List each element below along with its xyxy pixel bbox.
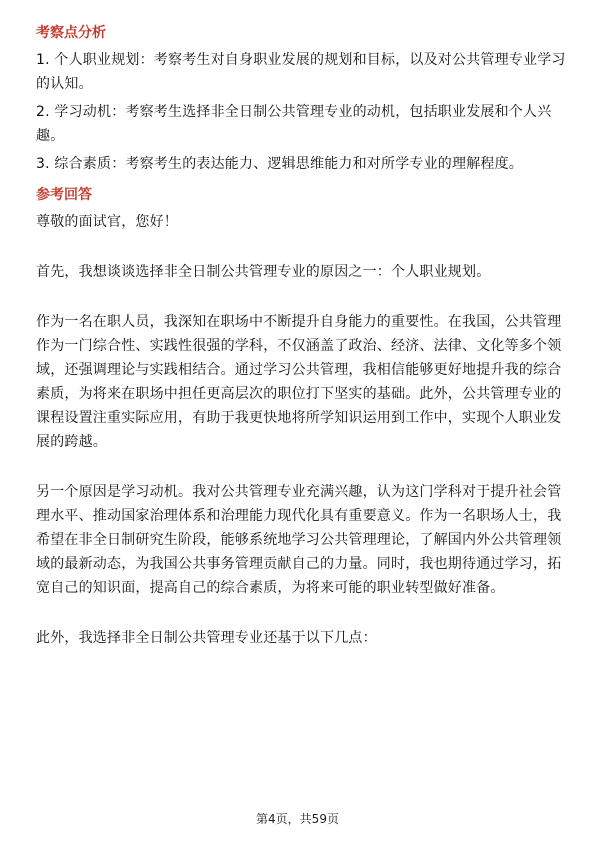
analysis-item-1: 1. 个人职业规划：考察考生对自身职业发展的规划和目标，以及对公共管理专业学习的认知。 (36, 52, 566, 92)
analysis-item-2: 2. 学习动机：考察考生选择非全日制公共管理专业的动机，包括职业发展和个人兴趣。 (36, 104, 552, 144)
analysis-heading: 考察点分析 (36, 25, 106, 41)
answer-heading: 参考回答 (36, 187, 92, 203)
answer-paragraph-2: 作为一名在职人员，我深知在职场中不断提升自身能力的重要性。在我国，公共管理作为一门综合性、实践性很强的学科，不仅涵盖了政治、经济、法律、文化等多个领域，还强调理论与实践相结合。通过学习公共管理，我相信能够更好地提升我的综合素质，为将来在职场中担任更高层次的职位打下坚实的基础。此外，公共管理专业的课程设置注重实际应用，有助于我更快地将所学知识运用到工作中，实现个人职业发展的跨越。 (36, 314, 562, 450)
greeting: 尊敬的面试官，您好！ (36, 214, 178, 230)
answer-paragraph-4: 此外，我选择非全日制公共管理专业还基于以下几点： (36, 630, 377, 646)
answer-paragraph-3: 另一个原因是学习动机。我对公共管理专业充满兴趣，认为这门学科对于提升社会管理水平、推动国家治理体系和治理能力现代化具有重要意义。作为一名职场人士，我希望在非全日制研究生阶段，能够系统地学习公共管理理论，了解国内外公共管理领域的最新动态，为我国公共事务管理贡献自己的力量。同时，我也期待通过学习，拓宽自己的知识面，提高自己的综合素质，为将来可能的职业转型做好准备。 (36, 484, 562, 596)
page-number: 第4页，共59页 (256, 812, 339, 826)
analysis-item-3: 3. 综合素质：考察考生的表达能力、逻辑思维能力和对所学专业的理解程度。 (36, 156, 524, 172)
answer-paragraph-1: 首先，我想谈谈选择非全日制公共管理专业的原因之一：个人职业规划。 (36, 264, 491, 280)
document-page (36, 22, 566, 650)
